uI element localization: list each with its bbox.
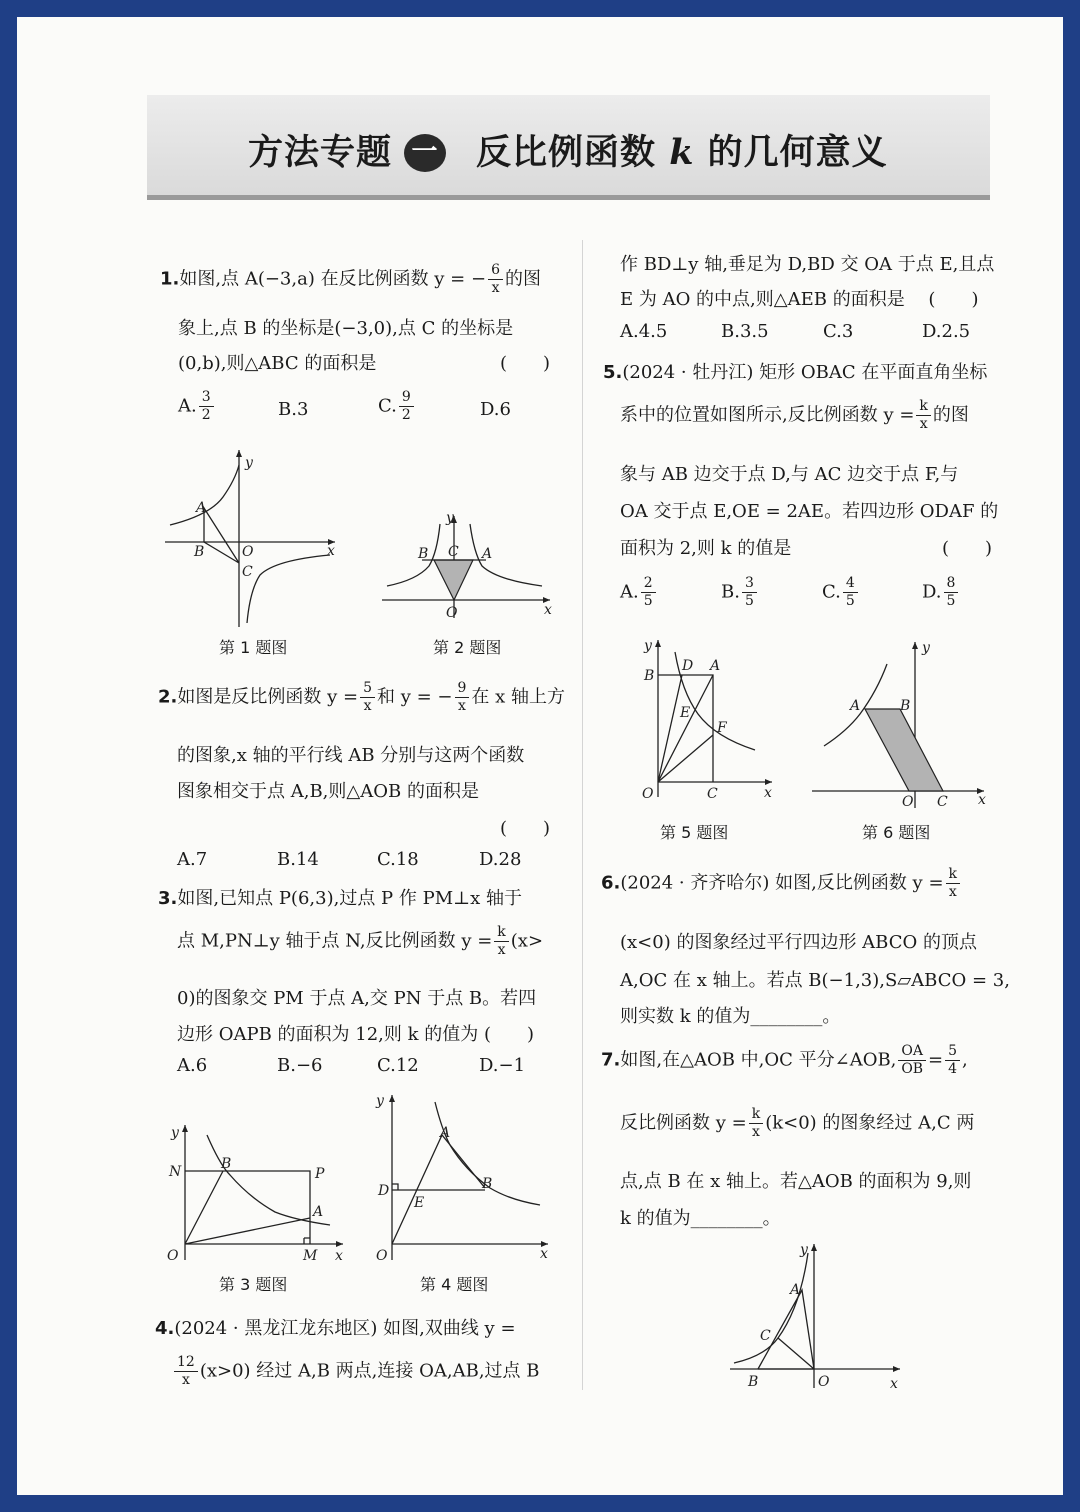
figure-5 [620,632,780,802]
svg-text:B: B [748,1374,759,1390]
caption-fig4: 第 4 题图 [420,1275,489,1294]
q3-optC: C.12 [377,1055,419,1076]
svg-text:O: O [167,1248,179,1264]
q5-optC: C. $\frac{4}{5}$ [822,575,860,610]
svg-text:F: F [717,720,727,736]
svg-text:B: B [900,698,911,714]
q3-line4: 边形 OAPB 的面积为 12,则 k 的值为 ( ) [177,1024,535,1045]
q3-optA: A.6 [177,1055,208,1076]
svg-text:y: y [171,1125,179,1141]
q3-optD: D.−1 [479,1055,526,1076]
q5-paren: ( ) [942,538,993,559]
q1-optC: C. $\frac{9}{2}$ [378,389,416,424]
svg-text:C: C [448,544,459,560]
q5-optD: D. $\frac{8}{5}$ [922,575,960,610]
svg-text:A: A [850,698,861,714]
q3-line2: 点 M,PN⊥y 轴于点 N,反比例函数 y = $\frac{k}{x}$ (x> [177,924,544,958]
svg-text:D: D [378,1183,390,1199]
column-divider [582,240,583,1390]
figure-1 [165,445,345,630]
svg-text:y: y [922,640,930,656]
caption-fig1: 第 1 题图 [219,638,288,657]
q1-optB: B.3 [278,399,309,420]
svg-text:y: y [376,1093,384,1109]
svg-text:x: x [890,1376,898,1392]
caption-fig6: 第 6 题图 [862,823,931,842]
page-title: 方法专题 一 反比例函数 k 的几何意义 [248,132,888,173]
q6-line3: A,OC 在 x 轴上。若点 B(−1,3),S▱ABCO = 3, [620,970,1010,991]
q4-optA: A.4.5 [620,321,668,342]
q2-paren: ( ) [500,818,551,839]
figure-4 [370,1090,555,1270]
q1-line1: 1.如图,点 A(−3,a) 在反比例函数 y = − $\frac{6}{x}$ 的图 [160,262,541,296]
svg-text:N: N [169,1164,182,1180]
q6-line1: 6.(2024 · 齐齐哈尔) 如图,反比例函数 y = $\frac{k}{x}$ [601,866,962,901]
caption-fig3: 第 3 题图 [219,1275,288,1294]
svg-text:M: M [303,1248,318,1264]
figure-3 [165,1120,350,1270]
figure-6 [812,636,992,811]
q4-line4: E 为 AO 的中点,则△AEB 的面积是 ( ) [620,289,979,310]
caption-fig2: 第 2 题图 [433,638,502,657]
q4-line2: $\frac{12}{x}$ (x>0) 经过 A,B 两点,连接 OA,AB,过点 B [172,1354,540,1389]
q1-optD: D.6 [480,399,511,420]
svg-text:O: O [642,786,654,802]
q4-line1: 4.(2024 · 黑龙江龙东地区) 如图,双曲线 y = [155,1318,516,1339]
q2-optA: A.7 [177,849,208,870]
q3-line1: 3.如图,已知点 P(6,3),过点 P 作 PM⊥x 轴于 [158,888,522,909]
svg-text:x: x [327,543,335,559]
q7-line2: 反比例函数 y = $\frac{k}{x}$ (k<0) 的图象经过 A,C 两 [620,1106,975,1140]
q3-line3: 0)的图象交 PM 于点 A,交 PN 于点 B。若四 [177,988,537,1009]
q5-line5: 面积为 2,则 k 的值是 [620,538,792,559]
svg-text:E: E [414,1195,425,1211]
q1-line2: 象上,点 B 的坐标是(−3,0),点 C 的坐标是 [178,318,514,339]
svg-text:A: A [790,1282,801,1298]
svg-text:C: C [760,1328,771,1344]
svg-text:A: A [710,658,721,674]
svg-text:x: x [764,785,772,801]
q2-line3: 图象相交于点 A,B,则△AOB 的面积是 [177,781,479,802]
svg-text:C: C [937,794,948,810]
svg-text:O: O [376,1248,388,1264]
q5-optA: A. $\frac{2}{5}$ [620,575,658,610]
svg-text:x: x [544,602,552,618]
svg-text:A: A [313,1204,324,1220]
svg-text:B: B [221,1156,232,1172]
q1-paren: ( ) [500,353,551,374]
q4-optB: B.3.5 [721,321,769,342]
svg-text:x: x [335,1248,343,1264]
svg-text:C: C [707,786,718,802]
svg-text:A: A [196,500,207,516]
q2-optB: B.14 [277,849,319,870]
q1-line3: (0,b),则△ABC 的面积是 [178,353,377,374]
q2-line1: 2.如图是反比例函数 y = $\frac{5}{x}$ 和 y = − $\frac{9}{x}$ 在 x 轴上方 [158,680,566,714]
figure-2 [382,508,562,623]
q2-line2: 的图象,x 轴的平行线 AB 分别与这两个函数 [177,745,525,766]
svg-text:B: B [194,544,205,560]
svg-text:P: P [315,1166,325,1182]
figure-7 [720,1238,910,1393]
q7-line1: 7.如图,在△AOB 中,OC 平分∠AOB, $\frac{OA}{OB}$ = $\frac{5}{4}$ , [601,1043,968,1077]
q7-line4: k 的值为________。 [620,1208,781,1229]
svg-text:y: y [644,638,652,654]
q4-optD: D.2.5 [922,321,971,342]
svg-text:y: y [245,455,253,471]
svg-text:D: D [682,658,694,674]
svg-text:O: O [818,1374,830,1390]
q5-line1: 5.(2024 · 牡丹江) 矩形 OBAC 在平面直角坐标 [603,362,988,383]
q2-optD: D.28 [479,849,522,870]
caption-fig5: 第 5 题图 [660,823,729,842]
q5-line4: OA 交于点 E,OE = 2AE。若四边形 ODAF 的 [620,501,999,522]
svg-text:x: x [978,792,986,808]
svg-text:y: y [800,1242,808,1258]
svg-text:B: B [418,546,429,562]
svg-text:A: A [440,1125,451,1141]
q5-line3: 象与 AB 边交于点 D,与 AC 边交于点 F,与 [620,464,959,485]
svg-text:B: B [482,1176,493,1192]
svg-text:E: E [680,705,691,721]
q7-line3: 点,点 B 在 x 轴上。若△AOB 的面积为 9,则 [620,1171,972,1192]
q4-line3: 作 BD⊥y 轴,垂足为 D,BD 交 OA 于点 E,且点 [620,254,995,275]
svg-text:A: A [482,546,493,562]
q4-optC: C.3 [823,321,854,342]
svg-text:y: y [446,510,454,526]
q6-line2: (x<0) 的图象经过平行四边形 ABCO 的顶点 [620,932,977,953]
q5-line2: 系中的位置如图所示,反比例函数 y = $\frac{k}{x}$ 的图 [620,398,969,432]
q3-optB: B.−6 [277,1055,323,1076]
q1-optA: A. $\frac{3}{2}$ [178,389,216,424]
svg-text:C: C [242,564,253,580]
svg-text:O: O [446,605,458,621]
q5-optB: B. $\frac{3}{5}$ [721,575,759,610]
q6-line4: 则实数 k 的值为________。 [620,1006,841,1027]
svg-text:O: O [902,794,914,810]
title-badge: 一 [404,134,446,172]
svg-text:x: x [540,1246,548,1262]
svg-text:B: B [644,668,655,684]
svg-text:O: O [242,544,254,560]
q2-optC: C.18 [377,849,419,870]
